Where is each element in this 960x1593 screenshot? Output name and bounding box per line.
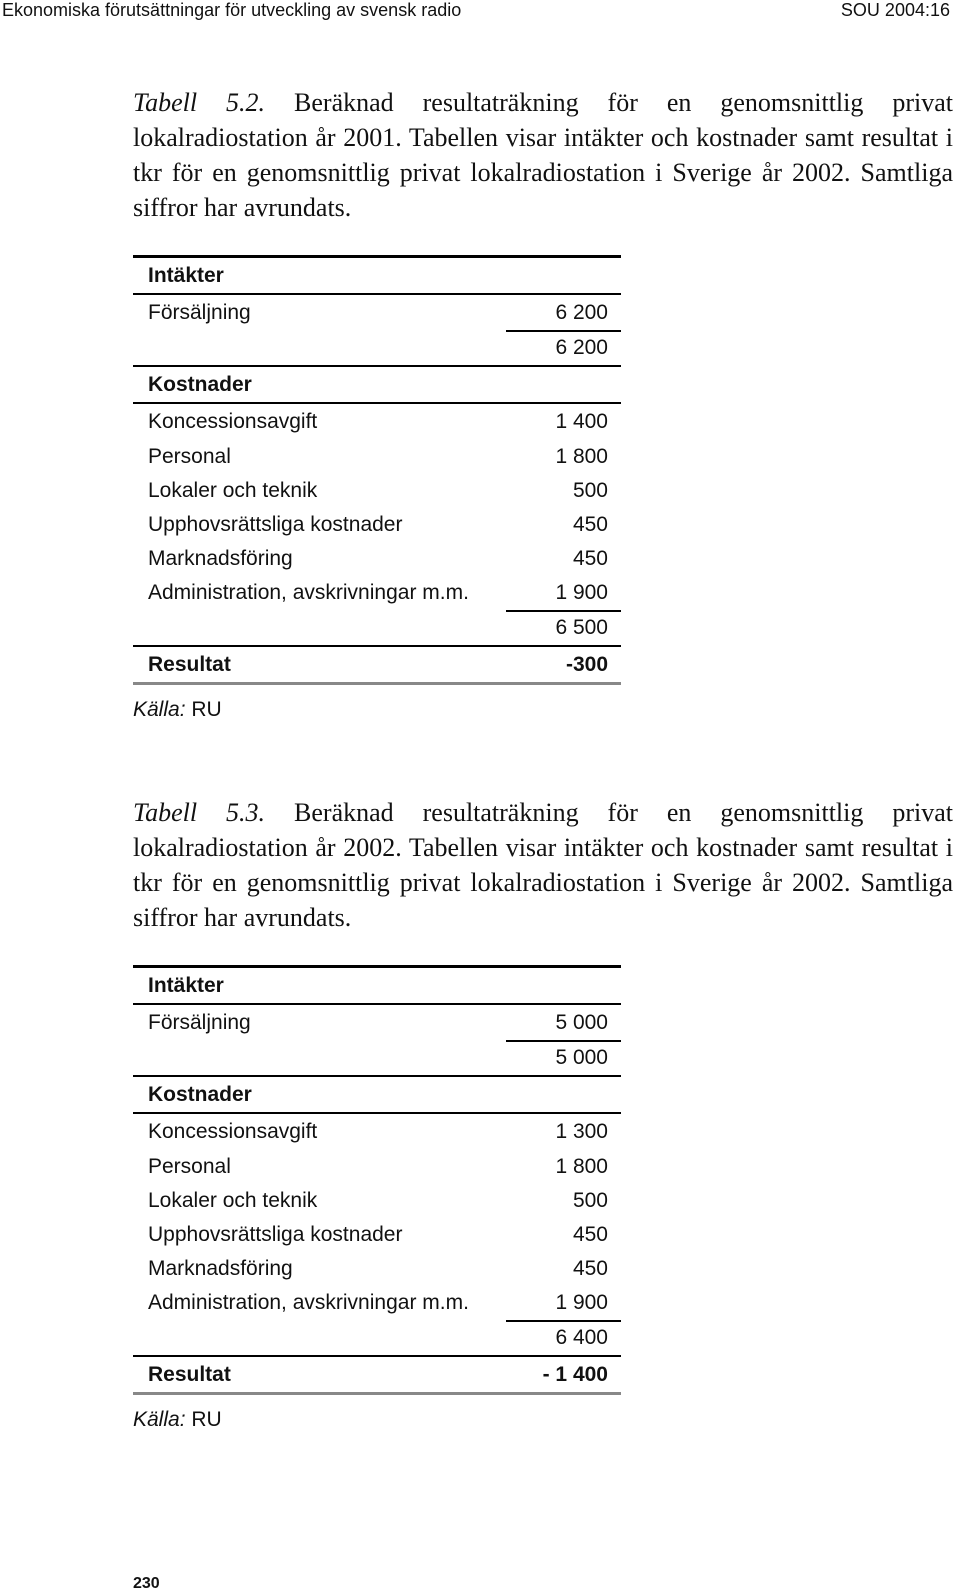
source-label: Källa: — [133, 1408, 186, 1431]
cost-total: 6 400 — [555, 1326, 608, 1349]
subtotal-rule — [506, 1320, 621, 1322]
source-value: RU — [185, 698, 222, 721]
row-label: Marknadsföring — [148, 547, 293, 570]
row-label: Försäljning — [148, 301, 251, 324]
income-statement-table — [133, 965, 621, 1395]
table-caption — [133, 85, 953, 225]
result-label: Resultat — [148, 1363, 231, 1386]
table-row — [133, 1217, 621, 1251]
cost-heading: Kostnader — [148, 1083, 252, 1106]
header-title: Ekonomiska förutsättningar för utveckling av svensk radio — [2, 0, 462, 20]
table-row — [133, 541, 621, 575]
table-source — [133, 698, 222, 722]
table-caption-text: Beräknad resultaträkning för en genomsnittlig privat lokalradiostation år 2002. Tabellen visar intäkter och kostnader samt resultat i tkr för en genomsnittlig privat lokalradiostation i Sverige år 2002. Samtliga siffror har avrundats. — [133, 798, 953, 932]
row-value: 450 — [572, 1223, 608, 1246]
cost-total-row — [133, 610, 621, 645]
row-label: Lokaler och teknik — [148, 1189, 318, 1212]
row-label: Administration, avskrivningar m.m. — [148, 581, 469, 604]
source-label: Källa: — [133, 698, 186, 721]
result-value: - 1 400 — [542, 1363, 608, 1386]
income-heading: Intäkter — [148, 264, 224, 287]
income-heading-row — [133, 968, 621, 1003]
row-value: 1 900 — [555, 581, 608, 604]
result-row — [133, 1357, 621, 1392]
table-caption-label: Tabell 5.2. — [133, 88, 266, 117]
cost-heading-row — [133, 367, 621, 402]
row-label: Upphovsrättsliga kostnader — [148, 1223, 403, 1246]
page-number: 230 — [133, 1575, 160, 1592]
source-value: RU — [185, 1408, 222, 1431]
cost-heading-row — [133, 1077, 621, 1112]
row-label: Koncessionsavgift — [148, 410, 318, 433]
table-bottom-rule — [133, 682, 621, 685]
row-value: 500 — [572, 1189, 608, 1212]
row-label: Personal — [148, 1155, 231, 1178]
row-label: Försäljning — [148, 1011, 251, 1034]
table-caption-text: Beräknad resultaträkning för en genomsnittlig privat lokalradiostation år 2001. Tabellen visar intäkter och kostnader samt resultat i tkr för en genomsnittlig privat lokalradiostation i Sverige år 2002. Samtliga siffror har avrundats. — [133, 88, 953, 222]
result-value: -300 — [565, 653, 608, 676]
table-row — [133, 1251, 621, 1285]
table-row — [133, 575, 621, 610]
header-document-id: SOU 2004:16 — [840, 0, 950, 20]
row-value: 1 900 — [555, 1291, 608, 1314]
income-total: 6 200 — [555, 336, 608, 359]
row-value: 500 — [572, 479, 608, 502]
row-value: 1 800 — [555, 1155, 608, 1178]
income-heading: Intäkter — [148, 974, 224, 997]
income-total: 5 000 — [555, 1046, 608, 1069]
row-value: 450 — [572, 547, 608, 570]
table-row — [133, 1285, 621, 1320]
table-row — [133, 473, 621, 507]
table-caption-label: Tabell 5.3. — [133, 798, 266, 827]
row-label: Personal — [148, 445, 231, 468]
table-row — [133, 295, 621, 330]
row-value: 1 300 — [555, 1120, 608, 1143]
income-statement-table — [133, 255, 621, 685]
row-value: 450 — [572, 513, 608, 536]
income-heading-row — [133, 258, 621, 293]
table-row — [133, 439, 621, 473]
table-bottom-rule — [133, 1392, 621, 1395]
row-value: 450 — [572, 1257, 608, 1280]
income-total-row — [133, 330, 621, 365]
table-row — [133, 1005, 621, 1040]
subtotal-rule — [506, 330, 621, 332]
result-row — [133, 647, 621, 682]
row-value: 6 200 — [555, 301, 608, 324]
subtotal-rule — [506, 1040, 621, 1042]
cost-total-row — [133, 1320, 621, 1355]
row-label: Lokaler och teknik — [148, 479, 318, 502]
row-value: 5 000 — [555, 1011, 608, 1034]
row-label: Koncessionsavgift — [148, 1120, 318, 1143]
cost-total: 6 500 — [555, 616, 608, 639]
row-value: 1 800 — [555, 445, 608, 468]
row-label: Marknadsföring — [148, 1257, 293, 1280]
table-row — [133, 1183, 621, 1217]
row-label: Upphovsrättsliga kostnader — [148, 513, 403, 536]
income-total-row — [133, 1040, 621, 1075]
table-caption — [133, 795, 953, 935]
running-header — [0, 0, 960, 24]
subtotal-rule — [506, 610, 621, 612]
table-row — [133, 404, 621, 439]
cost-heading: Kostnader — [148, 373, 252, 396]
row-value: 1 400 — [555, 410, 608, 433]
table-row — [133, 507, 621, 541]
table-source — [133, 1408, 222, 1432]
table-row — [133, 1114, 621, 1149]
result-label: Resultat — [148, 653, 231, 676]
table-row — [133, 1149, 621, 1183]
row-label: Administration, avskrivningar m.m. — [148, 1291, 469, 1314]
